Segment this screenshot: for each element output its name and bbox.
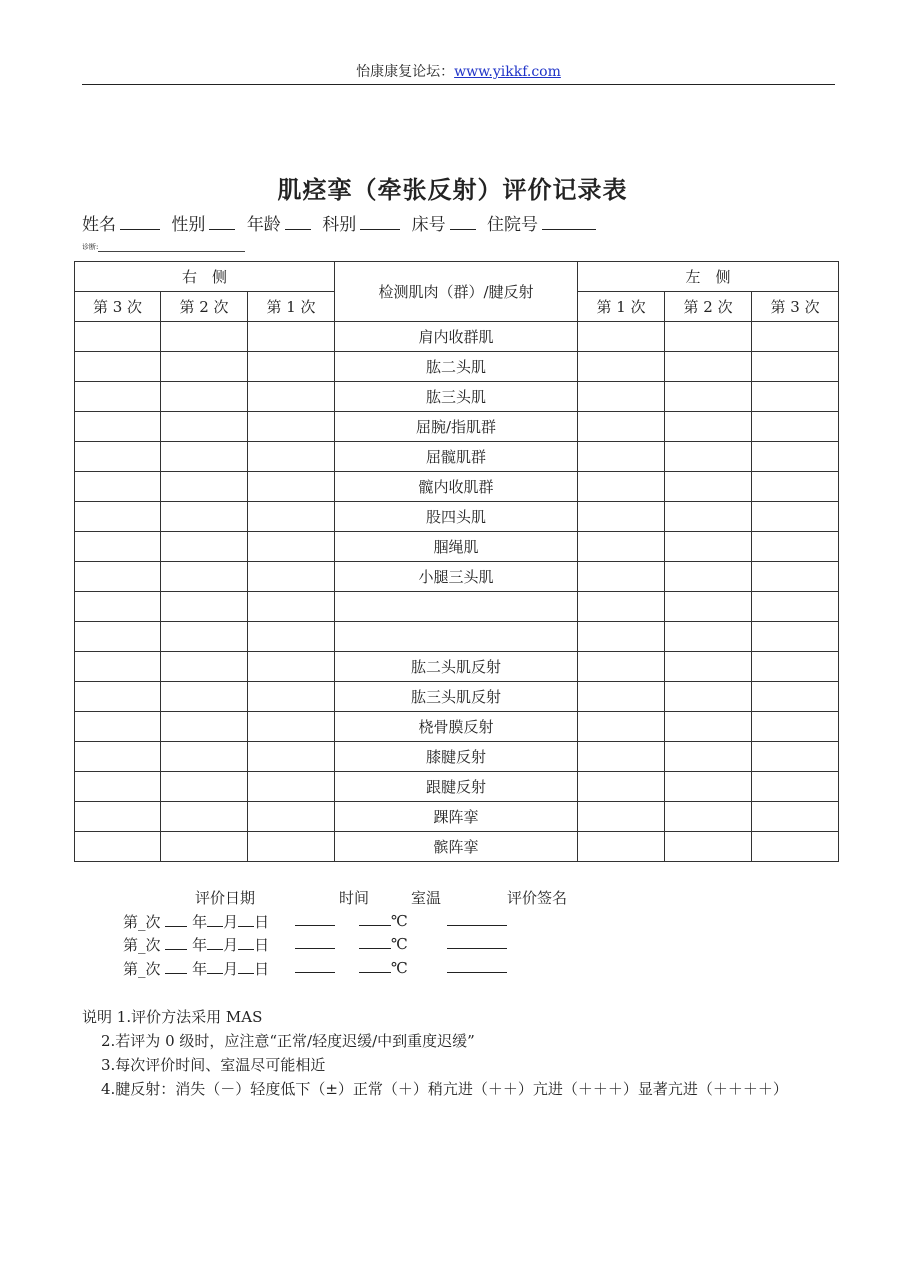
left-score-cell[interactable] — [665, 712, 752, 742]
right-score-cell[interactable] — [161, 772, 248, 802]
left-score-cell[interactable] — [578, 442, 665, 472]
left-score-cell[interactable] — [578, 532, 665, 562]
left-score-cell[interactable] — [665, 352, 752, 382]
right-score-cell[interactable] — [75, 442, 161, 472]
left-score-cell[interactable] — [578, 832, 665, 862]
left-score-cell[interactable] — [665, 742, 752, 772]
table-row — [75, 682, 839, 712]
eval-date-field[interactable]: 第_次 年 月 日 — [123, 912, 270, 931]
right-score-cell[interactable] — [75, 472, 161, 502]
header-prefix: 怡康康复论坛： — [356, 64, 455, 80]
left-score-cell[interactable] — [752, 832, 839, 862]
left-score-cell[interactable] — [578, 412, 665, 442]
department-label: 科别 — [322, 215, 357, 235]
muscle-name-cell: 桡骨膜反射 — [335, 712, 578, 742]
right-score-cell[interactable] — [248, 382, 335, 412]
muscle-name-cell: 肱三头肌 — [335, 382, 578, 412]
table-row — [75, 832, 839, 862]
left-side-header: 左 侧 — [578, 262, 839, 292]
left-col-2: 第 2 次 — [665, 292, 752, 322]
right-score-cell[interactable] — [75, 322, 161, 352]
left-score-cell[interactable] — [578, 712, 665, 742]
right-score-cell[interactable] — [75, 532, 161, 562]
right-col-1: 第 1 次 — [248, 292, 335, 322]
page-header — [82, 62, 835, 85]
right-score-cell[interactable] — [161, 712, 248, 742]
right-score-cell[interactable] — [248, 412, 335, 442]
table-row — [75, 322, 839, 352]
left-score-cell[interactable] — [752, 352, 839, 382]
muscle-name-cell: 肩内收群肌 — [335, 322, 578, 352]
right-score-cell[interactable] — [248, 322, 335, 352]
right-score-cell[interactable] — [75, 352, 161, 382]
left-score-cell[interactable] — [752, 472, 839, 502]
left-score-cell[interactable] — [578, 382, 665, 412]
left-score-cell[interactable] — [752, 682, 839, 712]
right-score-cell[interactable] — [248, 442, 335, 472]
right-score-cell[interactable] — [75, 592, 161, 622]
right-score-cell[interactable] — [248, 622, 335, 652]
left-score-cell[interactable] — [665, 502, 752, 532]
table-row — [75, 772, 839, 802]
table-row — [75, 622, 839, 652]
left-score-cell[interactable] — [578, 652, 665, 682]
muscle-name-cell: 小腿三头肌 — [335, 562, 578, 592]
right-score-cell[interactable] — [75, 742, 161, 772]
table-row — [75, 502, 839, 532]
left-col-3: 第 3 次 — [752, 292, 839, 322]
right-score-cell[interactable] — [161, 352, 248, 382]
right-score-cell[interactable] — [161, 412, 248, 442]
age-field[interactable] — [285, 211, 311, 230]
right-score-cell[interactable] — [161, 322, 248, 352]
right-score-cell[interactable] — [75, 712, 161, 742]
muscle-name-cell: 屈腕/指肌群 — [335, 412, 578, 442]
right-score-cell[interactable] — [248, 502, 335, 532]
left-score-cell[interactable] — [752, 532, 839, 562]
right-score-cell[interactable] — [75, 832, 161, 862]
left-score-cell[interactable] — [752, 622, 839, 652]
left-score-cell[interactable] — [752, 802, 839, 832]
notes-section — [82, 1005, 788, 1101]
right-col-3: 第 3 次 — [75, 292, 161, 322]
right-score-cell[interactable] — [75, 562, 161, 592]
eval-time-header: 时间 — [339, 889, 370, 907]
table-header-row — [75, 262, 839, 292]
left-score-cell[interactable] — [752, 562, 839, 592]
right-score-cell[interactable] — [161, 832, 248, 862]
right-score-cell[interactable] — [75, 682, 161, 712]
bed-label: 床号 — [411, 215, 446, 235]
left-score-cell[interactable] — [665, 802, 752, 832]
table-row — [75, 532, 839, 562]
eval-sign-field[interactable] — [447, 958, 507, 977]
patient-info-line — [82, 211, 602, 238]
table-row — [75, 652, 839, 682]
right-score-cell[interactable] — [75, 622, 161, 652]
table-row — [75, 412, 839, 442]
bed-field[interactable] — [450, 211, 476, 230]
left-score-cell[interactable] — [752, 322, 839, 352]
table-row — [75, 562, 839, 592]
table-row — [75, 712, 839, 742]
notes-label: 说明 — [82, 1008, 113, 1026]
right-score-cell[interactable] — [161, 472, 248, 502]
diagnosis-field[interactable] — [98, 243, 245, 252]
right-score-cell[interactable] — [161, 802, 248, 832]
muscle-name-cell: 肱二头肌 — [335, 352, 578, 382]
left-score-cell[interactable] — [578, 802, 665, 832]
left-score-cell[interactable] — [665, 832, 752, 862]
eval-sign-header: 评价签名 — [507, 889, 568, 907]
right-score-cell[interactable] — [248, 562, 335, 592]
right-score-cell[interactable] — [161, 742, 248, 772]
left-score-cell[interactable] — [665, 322, 752, 352]
right-score-cell[interactable] — [248, 682, 335, 712]
sex-label: 性别 — [171, 215, 206, 235]
muscle-name-cell: 肱二头肌反射 — [335, 652, 578, 682]
left-score-cell[interactable] — [752, 442, 839, 472]
right-score-cell[interactable] — [248, 532, 335, 562]
left-score-cell[interactable] — [578, 682, 665, 712]
sex-field[interactable] — [209, 211, 235, 230]
right-score-cell[interactable] — [161, 382, 248, 412]
right-score-cell[interactable] — [75, 772, 161, 802]
right-score-cell[interactable] — [161, 502, 248, 532]
table-row — [75, 442, 839, 472]
right-score-cell[interactable] — [161, 592, 248, 622]
muscle-name-cell: 跟腱反射 — [335, 772, 578, 802]
note-item: 3.每次评价时间、室温尽可能相近 — [101, 1056, 326, 1074]
table-row — [75, 472, 839, 502]
left-score-cell[interactable] — [578, 622, 665, 652]
left-score-cell[interactable] — [665, 772, 752, 802]
muscle-column-header: 检测肌肉（群）/腱反射 — [335, 262, 578, 322]
spasticity-table — [74, 261, 839, 862]
right-score-cell[interactable] — [75, 502, 161, 532]
left-score-cell[interactable] — [665, 442, 752, 472]
name-field[interactable] — [120, 211, 160, 230]
right-score-cell[interactable] — [75, 412, 161, 442]
note-item: 4.腱反射：消失（－）轻度低下（±）正常（＋）稍亢进（＋＋）亢进（＋＋＋）显著亢进（＋＋＋＋） — [101, 1080, 788, 1098]
diagnosis-label: 诊断: — [82, 243, 99, 251]
left-score-cell[interactable] — [752, 592, 839, 622]
right-score-cell[interactable] — [248, 352, 335, 382]
left-score-cell[interactable] — [578, 742, 665, 772]
left-score-cell[interactable] — [752, 382, 839, 412]
muscle-name-cell — [335, 592, 578, 622]
muscle-name-cell: 髌阵挛 — [335, 832, 578, 862]
eval-date-header: 评价日期 — [195, 889, 256, 907]
left-score-cell[interactable] — [665, 592, 752, 622]
left-score-cell[interactable] — [665, 622, 752, 652]
right-score-cell[interactable] — [248, 712, 335, 742]
left-score-cell[interactable] — [578, 472, 665, 502]
right-score-cell[interactable] — [161, 682, 248, 712]
muscle-name-cell: 髋内收肌群 — [335, 472, 578, 502]
right-score-cell[interactable] — [161, 562, 248, 592]
right-score-cell[interactable] — [248, 772, 335, 802]
left-score-cell[interactable] — [578, 502, 665, 532]
left-score-cell[interactable] — [752, 412, 839, 442]
left-score-cell[interactable] — [752, 742, 839, 772]
eval-temp-field[interactable]: ℃ — [359, 934, 408, 953]
muscle-name-cell: 踝阵挛 — [335, 802, 578, 832]
right-score-cell[interactable] — [248, 592, 335, 622]
eval-sign-field[interactable] — [447, 911, 507, 930]
left-score-cell[interactable] — [665, 562, 752, 592]
left-score-cell[interactable] — [665, 382, 752, 412]
note-item: 2.若评为 0 级时，应注意“正常/轻度迟缓/中到重度迟缓” — [101, 1032, 475, 1050]
right-score-cell[interactable] — [161, 532, 248, 562]
right-score-cell[interactable] — [248, 652, 335, 682]
eval-time-field[interactable] — [295, 958, 335, 977]
left-score-cell[interactable] — [665, 472, 752, 502]
table-row — [75, 592, 839, 622]
eval-temp-field[interactable]: ℃ — [359, 911, 408, 930]
table-row — [75, 352, 839, 382]
table-row — [75, 382, 839, 412]
eval-time-field[interactable] — [295, 934, 335, 953]
left-score-cell[interactable] — [665, 682, 752, 712]
right-score-cell[interactable] — [248, 832, 335, 862]
inpatient-no-field[interactable] — [542, 211, 596, 230]
left-score-cell[interactable] — [752, 712, 839, 742]
eval-temp-header: 室温 — [411, 889, 442, 907]
left-score-cell[interactable] — [752, 652, 839, 682]
note-item: 说明 1.评价方法采用 MAS — [82, 1008, 263, 1026]
right-score-cell[interactable] — [161, 622, 248, 652]
age-label: 年龄 — [246, 215, 281, 235]
right-score-cell[interactable] — [75, 802, 161, 832]
right-score-cell[interactable] — [248, 802, 335, 832]
table-row — [75, 802, 839, 832]
right-score-cell[interactable] — [248, 742, 335, 772]
right-side-header: 右 侧 — [75, 262, 335, 292]
left-score-cell[interactable] — [665, 532, 752, 562]
diagnosis-line — [82, 242, 245, 252]
left-score-cell[interactable] — [578, 592, 665, 622]
left-score-cell[interactable] — [752, 772, 839, 802]
left-score-cell[interactable] — [665, 412, 752, 442]
muscle-name-cell: 屈髋肌群 — [335, 442, 578, 472]
left-score-cell[interactable] — [578, 352, 665, 382]
muscle-name-cell: 肱三头肌反射 — [335, 682, 578, 712]
muscle-name-cell: 腘绳肌 — [335, 532, 578, 562]
left-score-cell[interactable] — [578, 322, 665, 352]
left-col-1: 第 1 次 — [578, 292, 665, 322]
left-score-cell[interactable] — [578, 772, 665, 802]
eval-sign-field[interactable] — [447, 934, 507, 953]
muscle-name-cell — [335, 622, 578, 652]
left-score-cell[interactable] — [665, 652, 752, 682]
name-label: 姓名 — [82, 215, 116, 235]
department-field[interactable] — [360, 211, 400, 230]
header-link[interactable]: www.yikkf.com — [454, 64, 561, 80]
right-score-cell[interactable] — [161, 442, 248, 472]
muscle-name-cell: 膝腱反射 — [335, 742, 578, 772]
left-score-cell[interactable] — [578, 562, 665, 592]
right-score-cell[interactable] — [75, 382, 161, 412]
right-score-cell[interactable] — [248, 472, 335, 502]
right-score-cell[interactable] — [75, 652, 161, 682]
eval-date-field[interactable]: 第_次 年 月 日 — [123, 936, 270, 954]
right-col-2: 第 2 次 — [161, 292, 248, 322]
eval-date-field[interactable]: 第_次 年 月 日 — [123, 959, 270, 978]
muscle-name-cell: 股四头肌 — [335, 502, 578, 532]
eval-time-field[interactable] — [295, 911, 335, 930]
form-title: 肌痉挛（牵张反射）评价记录表 — [277, 176, 628, 204]
inpatient-no-label: 住院号 — [487, 215, 539, 235]
right-score-cell[interactable] — [161, 652, 248, 682]
table-row — [75, 742, 839, 772]
left-score-cell[interactable] — [752, 502, 839, 532]
eval-temp-field[interactable]: ℃ — [359, 958, 408, 977]
